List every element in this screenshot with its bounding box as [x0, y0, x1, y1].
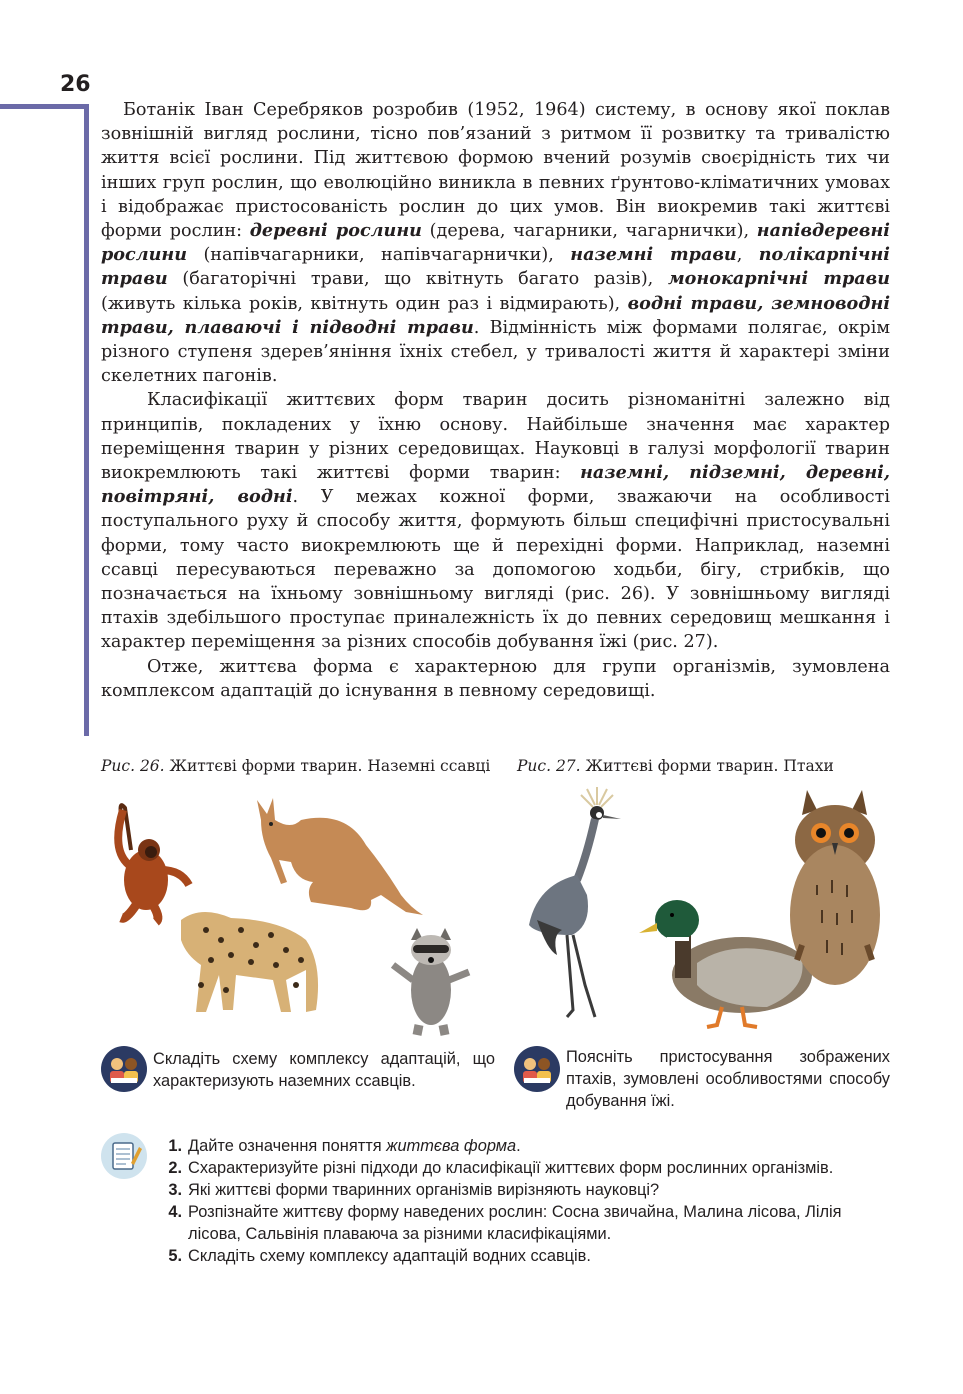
page-number: 26 — [60, 72, 91, 97]
term-emphasis: монокарпічні трави — [667, 268, 890, 290]
figure-26-label: Рис. 26. — [101, 757, 165, 775]
text-run: (напівчагарники, напівчагарнички), — [187, 245, 571, 266]
figure-26-caption-text: Життєві форми тварин. Наземні ссавці — [164, 757, 491, 775]
question-text-run: Які життєві форми тваринних організмів вирізняють науковці? — [188, 1181, 660, 1199]
question-item — [150, 1201, 890, 1245]
question-item — [150, 1135, 890, 1157]
raccoon-image — [393, 928, 469, 1035]
figure-27-caption-text: Життєві форми тварин. Птахи — [580, 757, 834, 775]
figure-26-image — [101, 790, 501, 1040]
question-text — [188, 1135, 890, 1157]
term-emphasis: деревні рослини — [249, 220, 422, 242]
question-term: життєва форма — [386, 1137, 517, 1155]
question-text-run: Розпізнайте життєву форму наведених рослин: Сосна звичайна, Малина лісова, Лілія лісова, Сальвінія плаваюча за різними класифікаціями. — [188, 1203, 842, 1243]
term-emphasis: водні трави, земноводні трави, плаваючі і підводні трави — [101, 292, 891, 338]
question-text — [188, 1179, 890, 1201]
text-run: . Відмінність між формами полягає, окрім різного ступеня здерев’яніння їхніх стебел, у тривалості життя й характері зміни скелетних пагонів. — [101, 317, 891, 387]
text-run: Отже, життєва форма є характерною для групи організмів, зумовлена комплексом адаптацій до існування в певному середовищі. — [101, 656, 890, 701]
students-task-icon — [514, 1046, 560, 1092]
students-task-icon — [101, 1046, 147, 1092]
term-emphasis: наземні трави — [570, 244, 737, 266]
question-number: 4. — [168, 1203, 182, 1221]
accent-bar-horizontal — [0, 104, 88, 109]
task-right-text: Поясніть пристосування зображених птахів, зумовлені особливостями способу добування їжі. — [566, 1048, 890, 1110]
text-run: , — [736, 245, 759, 266]
mallard-duck-image — [639, 900, 812, 1027]
question-text-run: Схарактеризуйте різні підходи до класифікації життєвих форм рослинних організмів. — [188, 1159, 834, 1177]
figure-26-caption — [101, 757, 501, 775]
question-text-run: Складіть схему комплексу адаптацій водних ссавців. — [188, 1247, 591, 1265]
question-text — [188, 1245, 890, 1267]
question-text-run: . — [516, 1137, 521, 1155]
question-text — [188, 1157, 890, 1179]
text-run: Класифікації життєвих форм тварин досить різноманітні залежно від принципів, покладених у їхню основу. Найбільше значення має характер переміщення тварин у різних середовищах. Науковці в галузі морфології тварин виокремлюють такі життєві форми тварин: — [101, 390, 890, 484]
question-number: 5. — [168, 1247, 182, 1265]
text-run: Ботанік Іван Серебряков розробив (1952, 1964) систему, в основу якої поклав зовнішній вигляд рослини, тісно пов’язаний з ритмом її розвитку та тривалістю життя всієї рослини. Під життєвою формою вчений розумів своєрідність тих чи інших груп рослин, що еволюційно виникла в певних ґрунтово-кліматичних умовах і відображає пристосованість рослин до цих умов. Він виокремив такі життєві форми рослин: — [101, 100, 890, 242]
figure-27-caption — [517, 757, 887, 775]
main-text — [101, 98, 890, 703]
question-item — [150, 1179, 890, 1201]
term-emphasis: наземні, підземні, деревні, повітряні, водні — [101, 462, 890, 508]
orangutan-image — [118, 805, 189, 922]
accent-bar-vertical — [84, 104, 89, 736]
question-number: 1. — [168, 1137, 182, 1155]
paragraph — [101, 388, 890, 654]
text-run: (живуть кілька років, квітнуть один раз і відмирають), — [101, 293, 628, 314]
eagle-owl-image — [790, 790, 880, 985]
question-item — [150, 1157, 890, 1179]
leopard-image — [181, 912, 318, 1012]
paragraph — [101, 655, 890, 703]
question-text — [188, 1201, 890, 1245]
text-run: (дерева, чагарники, чагарнички), — [421, 221, 757, 242]
term-emphasis: напівдеревні рослини — [101, 220, 890, 266]
kangaroo-image — [257, 798, 423, 915]
question-number: 2. — [168, 1159, 182, 1177]
text-run: (багаторічні трави, що квітнуть багато разів), — [167, 269, 668, 290]
figure-27-image — [517, 785, 887, 1035]
term-emphasis: полікарпічні трави — [101, 244, 890, 290]
crowned-crane-image — [529, 787, 621, 1017]
notebook-icon — [101, 1133, 147, 1179]
text-run: . У межах кожної форми, зважаючи на особливості поступального руху й способу життя, формують більш специфічні пристосувальні форми, тому часто виокремлюють ще й перехідні форми. Наприклад, наземні ссавці пересуваються переважно за допомогою ходьби, бігу, стрибків, що позначається на їхньому зовнішньому вигляді (рис. 26). У зовнішньому вигляді птахів здебільшого проступає приналежність їх до певних середовищ мешкання і характер переміщення за різних способів добування їжі (рис. 27). — [101, 487, 891, 653]
paragraph — [101, 98, 890, 388]
figure-27-label: Рис. 27. — [517, 757, 581, 775]
question-text-run: Дайте означення поняття — [188, 1137, 387, 1155]
questions-list — [150, 1135, 890, 1267]
question-item — [150, 1245, 890, 1267]
task-left-text: Складіть схему комплексу адаптацій, що характеризують наземних ссавців. — [153, 1050, 495, 1090]
question-number: 3. — [168, 1181, 182, 1199]
